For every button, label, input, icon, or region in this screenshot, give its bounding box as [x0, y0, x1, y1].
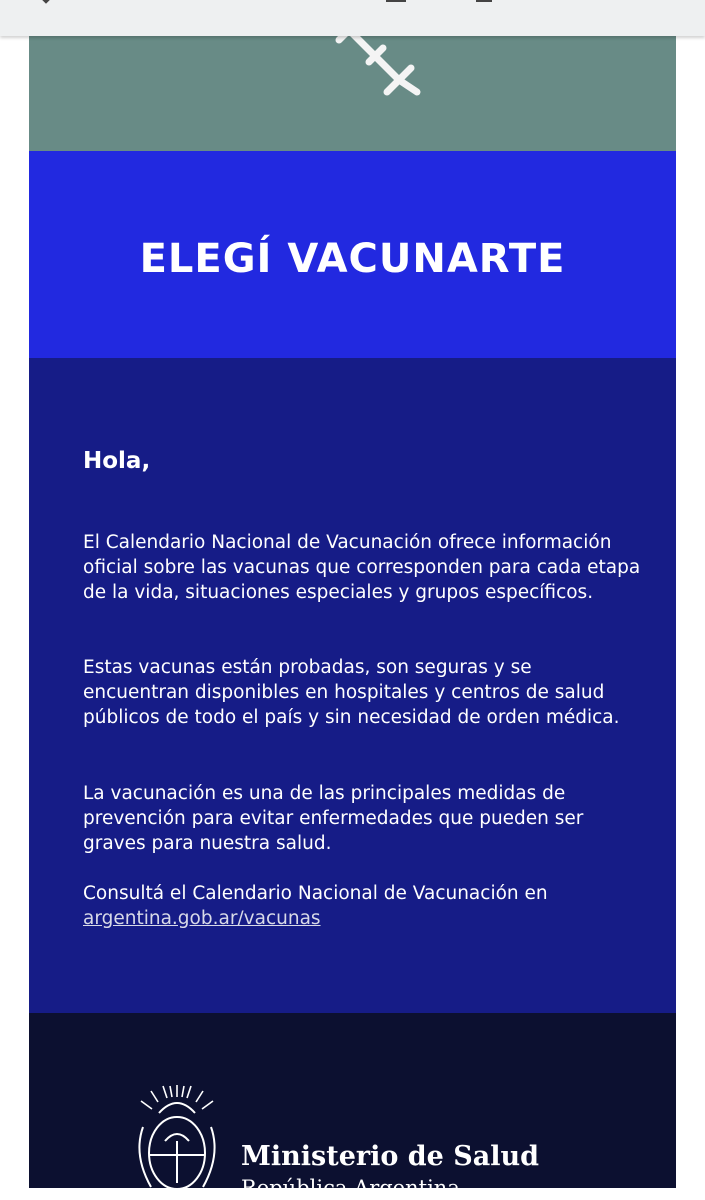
chevron-down-icon[interactable] [36, 0, 60, 4]
ministry-name: Ministerio de Salud [241, 1141, 539, 1172]
paragraph-prevention: La vacunación es una de las principales medidas de prevención para evitar enfermedades que pueden ser graves para nuestra salud. [83, 783, 584, 854]
title-banner [29, 151, 676, 358]
page-title: ELEGÍ VACUNARTE [139, 236, 566, 282]
bottom-edge [0, 1188, 705, 1200]
consult-text: Consultá el Calendario Nacional de Vacunación en [83, 883, 548, 904]
paragraph-calendar: El Calendario Nacional de Vacunación ofrece información oficial sobre las vacunas que corresponden para cada etapa de la vida, situaciones especiales y grupos específicos. [83, 532, 641, 603]
delete-icon[interactable] [472, 0, 496, 4]
app-toolbar [0, 0, 705, 36]
paragraph-consult [83, 881, 643, 931]
archive-icon[interactable] [384, 0, 408, 4]
greeting: Hola, [83, 448, 151, 474]
vacunas-link[interactable]: argentina.gob.ar/vacunas [83, 908, 321, 929]
message-body [29, 358, 676, 1013]
paragraph-availability: Estas vacunas están probadas, son seguras y se encuentran disponibles en hospitales y centros de salud públicos de todo el país y sin necesidad de orden médica. [83, 657, 620, 728]
email-message [29, 0, 676, 1200]
coat-of-arms-icon [127, 1083, 227, 1193]
footer [29, 1013, 676, 1200]
